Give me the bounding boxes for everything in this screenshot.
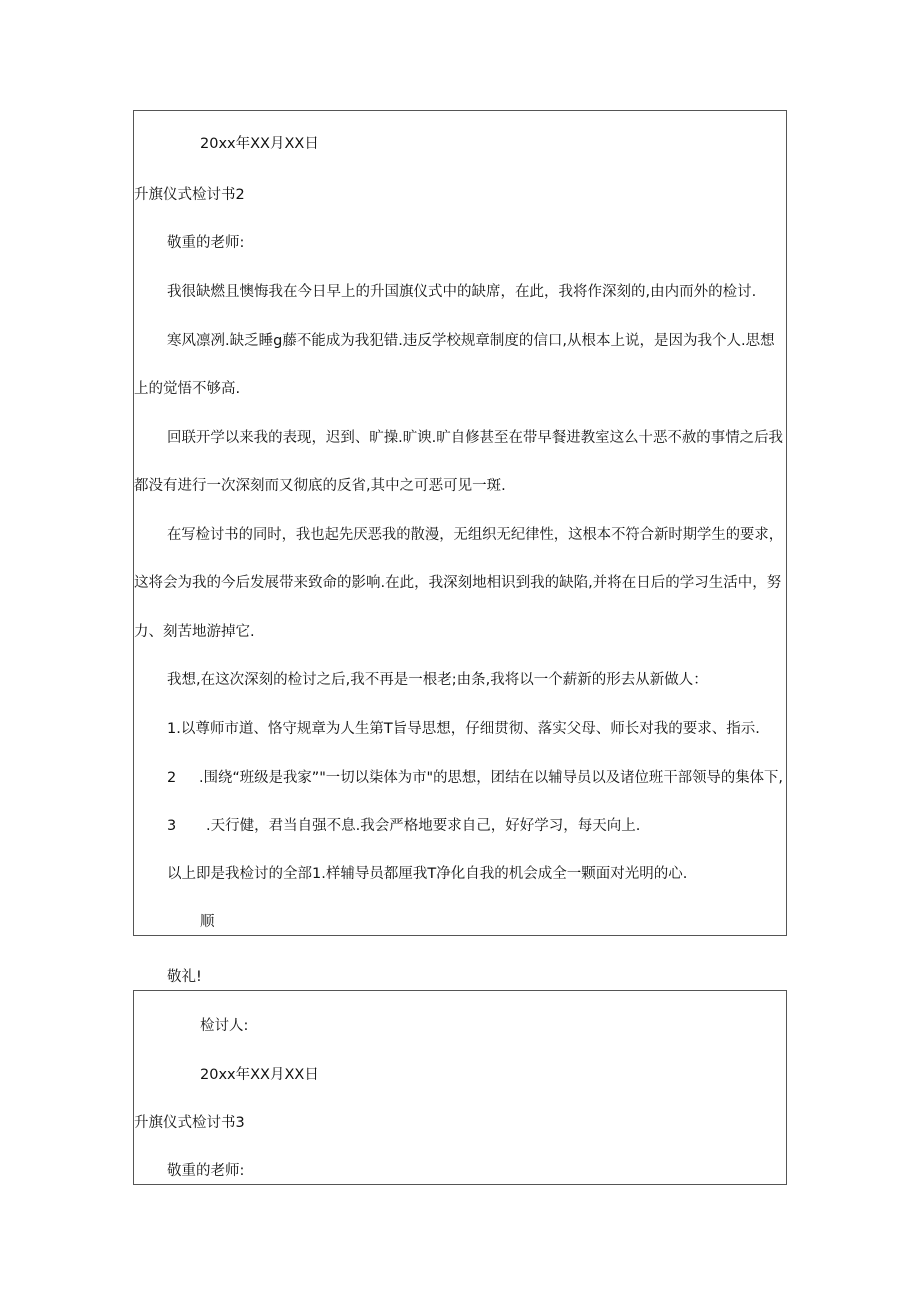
list-item-3-text: .天行健，君当自强不息.我会严格地要求自己，好好学习，每天向上. (206, 818, 641, 834)
paragraph-4-line-1: 在写检讨书的同时，我也起先厌恶我的散漫，无组织无纪律性，这根本不符合新时期学生的要求， (167, 527, 784, 543)
paragraph-1: 我很缺燃且懊悔我在今日早上的升国旗仪式中的缺席，在此，我将作深刻的,由内而外的检讨. (167, 284, 757, 300)
paragraph-6: 以上即是我检讨的全部1.样辅导员都厘我T净化自我的机会成全一颗面对光明的心. (167, 866, 688, 882)
salutation: 敬重的老师: (167, 235, 245, 251)
paragraph-3-line-1: 回联开学以来我的表现，迟到、旷操.旷谀.旷自修甚至在带早餐进教室这么十恶不赦的事情之后我 (167, 430, 783, 446)
closing-shun: 顺 (200, 914, 215, 930)
paragraph-2-line-2: 上的觉悟不够高. (134, 381, 241, 397)
signer-label: 检讨人: (200, 1018, 249, 1034)
list-item-3-number: 3 (167, 818, 177, 834)
list-item-1: 1.以尊师市道、恪守规章为人生第T旨导思想，仔细贯彻、落实父母、师长对我的要求、指示. (167, 721, 760, 737)
paragraph-5: 我想,在这次深刻的检讨之后,我不再是一根老;由条,我将以一个薪新的形去从新做人： (167, 672, 708, 688)
document-title: 升旗仪式检讨书2 (134, 187, 245, 203)
paragraph-4-line-2: 这将会为我的今后发展带来致命的影响.在此，我深刻地相识到我的缺陷,并将在日后的学习生活中，努 (134, 575, 782, 591)
salutation-2: 敬重的老师: (167, 1163, 245, 1179)
paragraph-2-line-1: 寒风凛冽.缺乏睡g藤不能成为我犯错.违反学校规章制度的信口,从根本上说，是因为我个人.思想 (167, 333, 775, 349)
document-title-2: 升旗仪式检讨书3 (134, 1115, 245, 1131)
paragraph-3-line-2: 都没有进行一次深刻而又彻底的反省,其中之可恶可见一斑. (134, 478, 506, 494)
paragraph-4-line-3: 力、刻苦地游掉它. (134, 624, 255, 640)
closing-jingli: 敬礼! (167, 969, 202, 985)
date-line-2: 20xx年XX月XX日 (200, 1067, 319, 1083)
list-item-2-number: 2 (167, 770, 177, 786)
date-line: 20xx年XX月XX日 (200, 136, 319, 152)
list-item-2-text: .围绕“班级是我家”"一切以柒体为市"的思想，团结在以辅导员以及诸位班干部领导的集体下, (199, 770, 783, 786)
